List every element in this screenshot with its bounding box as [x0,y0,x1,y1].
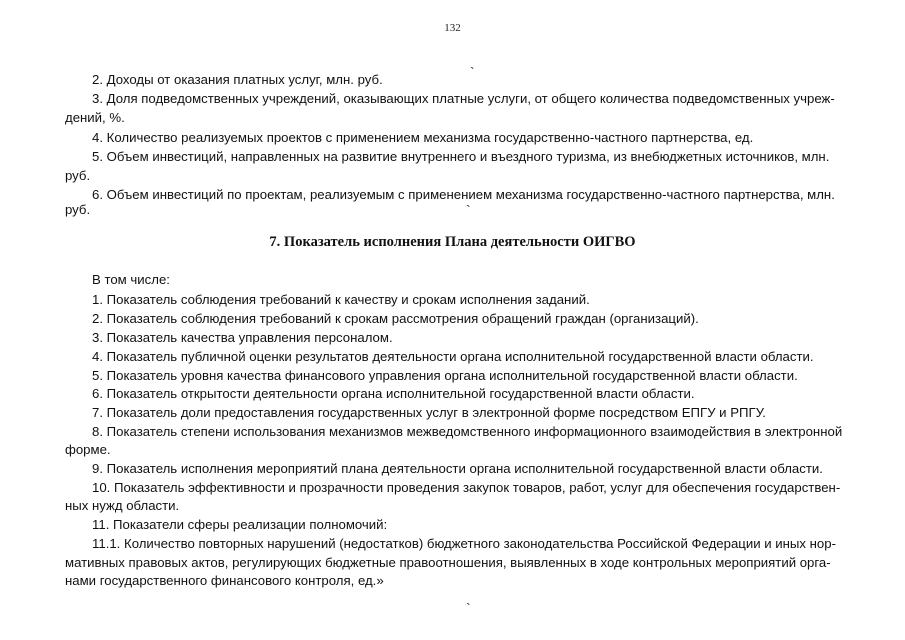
list-item: 1. Показатель соблюдения требований к качеству и срокам исполнения заданий. [92,292,590,307]
list-item: 5. Объем инвестиций, направленных на развитие внутреннего и въездного туризма, из внебюджетных источников, млн. [92,149,830,164]
scan-mark: ` [466,202,471,218]
list-item: 7. Показатель доли предоставления государственных услуг в электронной форме посредством ЕПГУ и РПГУ. [92,405,766,420]
scan-mark: ` [466,600,471,616]
list-item: 6. Объем инвестиций по проектам, реализуемым с применением механизма государственно-частного партнерства, млн. [92,187,835,202]
list-item: 4. Количество реализуемых проектов с применением механизма государственно-частного партнерства, ед. [92,130,754,145]
list-item: 5. Показатель уровня качества финансового управления органа исполнительной государственной власти области. [92,368,798,383]
page-number: 132 [444,22,461,34]
list-item-continuation: руб. [65,202,91,217]
list-item: 8. Показатель степени использования механизмов межведомственного информационного взаимодействия в электронной [92,424,843,439]
list-item: 9. Показатель исполнения мероприятий плана деятельности органа исполнительной государственной власти области. [92,461,823,476]
list-item-continuation: мативных правовых актов, регулирующих бюджетные правоотношения, выявленных в ходе контрольных мероприятий орга- [65,555,831,570]
list-item: 11. Показатели сферы реализации полномочий: [92,517,388,532]
list-item: 4. Показатель публичной оценки результатов деятельности органа исполнительной государственной власти области. [92,349,814,364]
list-item: 3. Доля подведомственных учреждений, оказывающих платные услуги, от общего количества подведомственных учреж- [92,91,835,106]
list-item-continuation: руб. [65,168,91,183]
section-heading: 7. Показатель исполнения Плана деятельности ОИГВО [269,234,636,250]
scan-mark: ` [470,64,475,80]
list-item: 3. Показатель качества управления персоналом. [92,330,393,345]
list-item: 10. Показатель эффективности и прозрачности проведения закупок товаров, работ, услуг для обеспечения государствен- [92,480,841,495]
list-item: 6. Показатель открытости деятельности органа исполнительной государственной власти области. [92,386,695,401]
list-item: 11.1. Количество повторных нарушений (недостатков) бюджетного законодательства Российской Федерации и иных нор- [92,536,836,551]
list-item: 2. Показатель соблюдения требований к срокам рассмотрения обращений граждан (организаций). [92,311,699,326]
list-item: 2. Доходы от оказания платных услуг, млн. руб. [92,72,383,87]
list-intro: В том числе: [92,272,170,287]
list-item-continuation: дений, %. [65,110,125,125]
list-item-continuation: нами государственного финансового контроля, ед.» [65,573,384,588]
list-item-continuation: ных нужд области. [65,498,180,513]
list-item-continuation: форме. [65,442,111,457]
